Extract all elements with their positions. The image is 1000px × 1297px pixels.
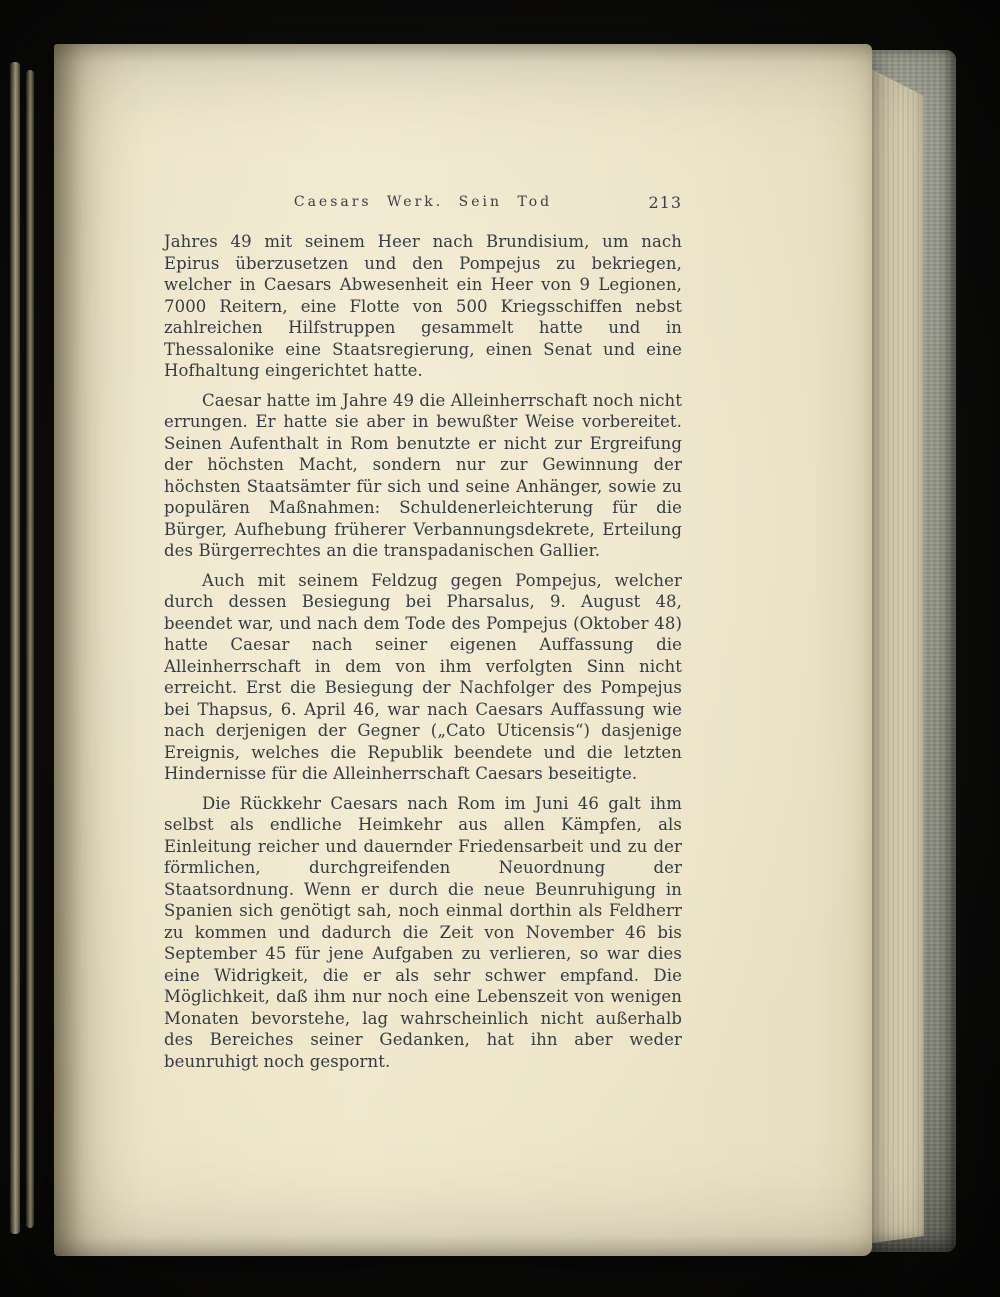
facing-page-edge xyxy=(10,62,20,1234)
page-header xyxy=(164,194,682,218)
page-body xyxy=(164,231,682,1072)
text-block xyxy=(164,194,682,1080)
facing-page-edge xyxy=(26,70,34,1228)
paragraph: Die Rückkehr Caesars nach Rom im Juni 46 galt ihm selbst als endliche Heimkehr aus allen Kämpfen, als Einleitung reicher und dauernder Friedensarbeit und zu der förmlichen, durchgreifenden Neuordnung der Staatsordnung. Wenn er durch die neue Beunruhigung in Spanien sich genötigt sah, noch einmal dorthin als Feldherr zu kommen und dadurch die Zeit von November 46 bis September 45 für jene Aufgaben zu verlieren, so war dies eine Widrigkeit, die er als sehr schwer empfand. Die Möglichkeit, daß ihm nur noch eine Lebenszeit von wenigen Monaten bevorstehe, lag wahrscheinlich nicht außerhalb des Bereiches seiner Gedanken, hat ihn aber weder beunruhigt noch gespornt. xyxy=(164,793,682,1071)
paragraph: Jahres 49 mit seinem Heer nach Brundisium, um nach Epirus überzusetzen und den Pompejus zu bekriegen, welcher in Caesars Abwesenheit ein Heer von 9 Legionen, 7000 Reitern, eine Flotte von 500 Kriegsschiffen nebst zahlreichen Hilfstruppen gesammelt hatte und in Thessalonike eine Staatsregierung, einen Senat und eine Hofhaltung eingerichtet hatte. xyxy=(164,232,682,380)
page-number: 213 xyxy=(648,193,682,212)
book-page xyxy=(54,44,872,1256)
paragraph: Caesar hatte im Jahre 49 die Alleinherrschaft noch nicht errungen. Er hatte sie aber in bewußter Weise vorbereitet. Seinen Aufenthalt in Rom benutzte er nicht zur Ergreifung der höchsten Macht, sondern nur zur Gewinnung der höchsten Staatsämter für sich und seine Anhänger, sowie zu populären Maßnahmen: Schuldenerleichterung für die Bürger, Aufhebung früherer Verbannungsdekrete, Erteilung des Bürgerrechtes an die transpadanischen Gallier. xyxy=(164,390,682,560)
running-title: Caesars Werk. Sein Tod xyxy=(293,194,553,210)
paragraph: Auch mit seinem Feldzug gegen Pompejus, welcher durch dessen Besiegung bei Pharsalus, 9. August 48, beendet war, und nach dem Tode des Pompejus (Oktober 48) hatte Caesar nach seiner eigenen Auffassung die Alleinherrschaft in dem von ihm verfolgten Sinn nicht erreicht. Erst die Besiegung der Nachfolger des Pompejus bei Thapsus, 6. April 46, war nach Caesars Auffassung wie nach derjenigen der Gegner („Cato Uticensis“) dasjenige Ereignis, welches die Republik beendete und die letzten Hindernisse für die Alleinherrschaft Caesars beseitigte. xyxy=(164,570,682,783)
